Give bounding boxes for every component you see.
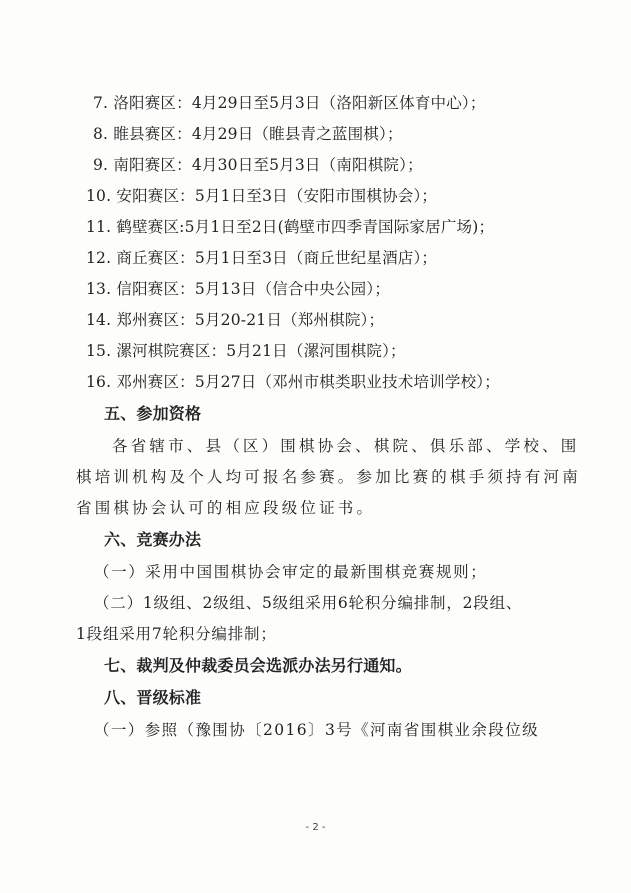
section-heading-referees: 七、裁判及仲裁委员会选派办法另行通知。	[104, 656, 412, 675]
section-five-line-3: 省围棋协会认可的相应段级位证书。	[76, 499, 376, 517]
section-eight-line-1: （一）参照（豫围协〔2016〕3号《河南省围棋业余段位级	[94, 721, 540, 739]
venue-item-15: 15. 漯河棋院赛区：5月21日（漯河围棋院）；	[86, 342, 406, 360]
venue-item-13: 13. 信阳赛区：5月13日（信合中央公园）；	[86, 280, 391, 298]
page-number: - 2 -	[305, 822, 326, 833]
section-six-line-3: 1段组采用7轮积分编排制；	[76, 625, 277, 643]
venue-item-8: 8. 睢县赛区：4月29日（睢县青之蓝围棋）；	[93, 125, 403, 143]
venue-item-12: 12. 商丘赛区：5月1日至3日（商丘世纪星酒店）；	[86, 249, 438, 267]
section-five-line-2: 棋培训机构及个人均可报名参赛。参加比赛的棋手须持有河南	[76, 468, 581, 486]
section-six-line-2: （二）1级组、2级组、5级组采用6轮积分编排制，2段组、	[94, 594, 523, 612]
venue-item-10: 10. 安阳赛区：5月1日至3日（安阳市围棋协会）；	[86, 187, 438, 205]
section-heading-eligibility: 五、参加资格	[104, 404, 202, 423]
venue-item-7: 7. 洛阳赛区：4月29日至5月3日（洛阳新区体育中心）；	[93, 94, 486, 112]
section-heading-promotion-standard: 八、晋级标准	[104, 688, 202, 707]
venue-item-16: 16. 邓州赛区：5月27日（邓州市棋类职业技术培训学校）；	[86, 373, 500, 391]
venue-item-9: 9. 南阳赛区：4月30日至5月3日（南阳棋院）；	[93, 156, 423, 174]
section-five-line-1: 各省辖市、县（区）围棋协会、棋院、俱乐部、学校、围	[112, 437, 580, 455]
section-six-line-1: （一）采用中国围棋协会审定的最新围棋竞赛规则；	[94, 563, 488, 581]
venue-item-11: 11. 鹤壁赛区:5月1日至2日(鹤壁市四季青国际家居广场)；	[86, 218, 495, 236]
section-heading-competition-method: 六、竞赛办法	[104, 530, 202, 549]
venue-item-14: 14. 郑州赛区：5月20-21日（郑州棋院）；	[86, 311, 385, 329]
